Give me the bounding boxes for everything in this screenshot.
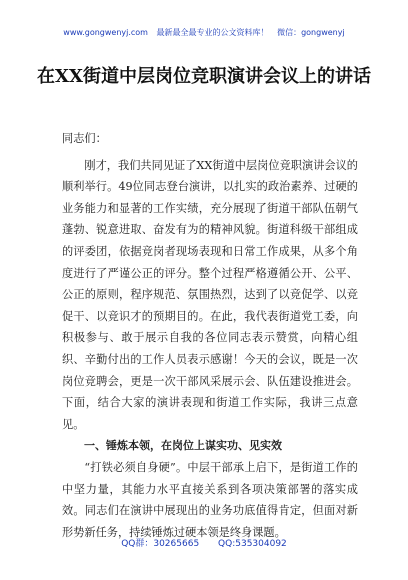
document-title: 在XX街道中层岗位竞职演讲会议上的讲话 xyxy=(37,66,371,87)
header-wechat: 微信：gongwenyj xyxy=(277,28,345,37)
footer-qq: QQ:535304092 xyxy=(218,539,287,549)
paragraph-section-1: “打铁必须自身硬”。中层干部承上启下，是街道工作的中坚力量，其能力水平直接关系到各项决策部署的落实成效。同志们在演讲中展现出的业务功底值得肯定，但面对新形势新任务，持续锤炼过硬本领是终身课题。 xyxy=(62,460,358,539)
section-heading-1: 一、锤炼本领，在岗位上谋实功、见实效 xyxy=(84,439,282,453)
footer-bar xyxy=(0,536,408,549)
greeting: 同志们： xyxy=(62,132,107,145)
document-body xyxy=(62,128,358,543)
header-bar xyxy=(0,27,408,38)
site-link[interactable]: www.gongwenyj.com xyxy=(63,28,148,37)
header-slogan: 最新最全最专业的公文资料库！ xyxy=(156,28,269,37)
paragraph-intro: 刚才，我们共同见证了XX街道中层岗位竞职演讲会议的顺利举行。49位同志登台演讲，以扎实的政治素养、过硬的业务能力和显著的工作实绩，充分展现了街道干部队伍朝气蓬勃、锐意进取、奋发有为的精神风貌。街道科级干部组成的评委团，依据竞岗者现场表现和日常工作成果，从多个角度进行了严谨公正的评分。整个过程严格遵循公开、公平、公正的原则，程序规范、氛围热烈，达到了以竞促学、以竞促干、以竞识才的预期目的。在此，我代表街道党工委，向积极参与、敢于展示自我的各位同志表示赞赏，向精心组织、辛勤付出的工作人员表示感谢！今天的会议，既是一次岗位竞聘会，更是一次干部风采展示会、队伍建设推进会。下面，结合大家的演讲表现和街道工作实际，我讲三点意见。 xyxy=(62,158,358,431)
footer-qq-group: QQ群：30265665 xyxy=(121,539,200,549)
